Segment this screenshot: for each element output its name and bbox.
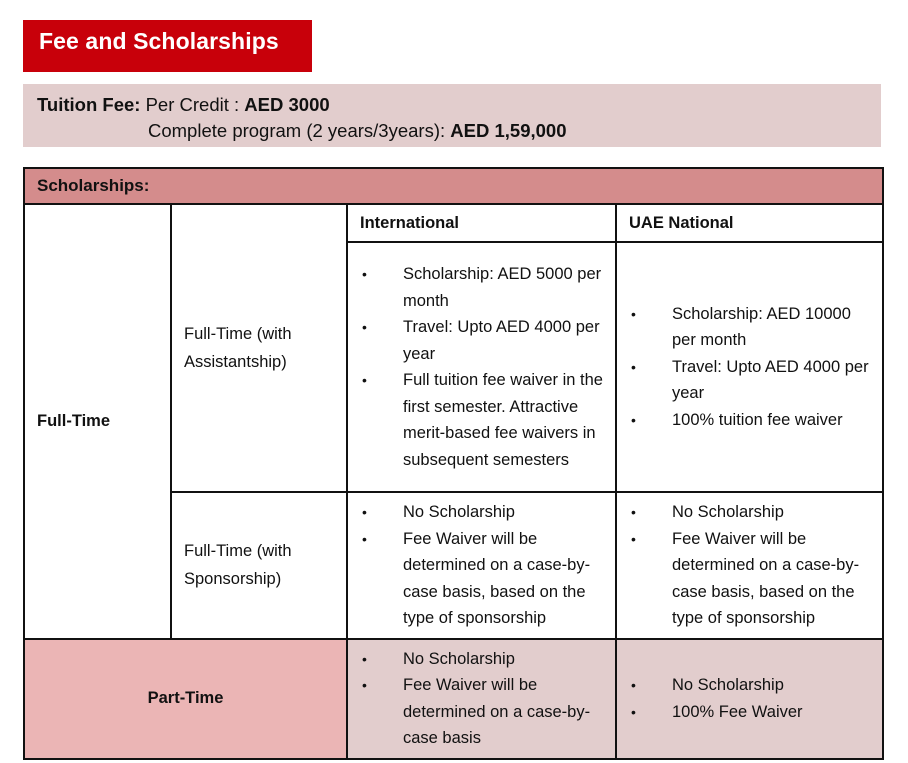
list-item: • 100% Fee Waiver [617, 699, 874, 726]
col-header-uae-national: UAE National [616, 204, 883, 242]
assistantship-label: Full-Time (with Assistantship) [171, 204, 347, 492]
per-credit-value: AED 3000 [244, 94, 330, 115]
sponsorship-uae-list [617, 493, 882, 638]
complete-program-label: Complete program (2 years/3years): [148, 120, 451, 141]
list-item: • Fee Waiver will be determined on a case-by-case basis, based on the type of sponsorship [348, 526, 607, 632]
list-item: • No Scholarship [348, 646, 607, 673]
list-item: • Travel: Upto AED 4000 per year [348, 314, 607, 367]
tuition-line-1 [37, 92, 881, 118]
part-time-row [24, 639, 883, 759]
part-time-uae-cell [616, 639, 883, 759]
list-item: • No Scholarship [348, 499, 607, 526]
sponsorship-international-cell [347, 492, 616, 639]
list-item: • No Scholarship [617, 499, 874, 526]
per-credit-label: Per Credit : [145, 94, 245, 115]
list-item: • No Scholarship [617, 672, 874, 699]
column-header-row [24, 204, 883, 242]
sponsorship-uae-cell [616, 492, 883, 639]
list-item: • Fee Waiver will be determined on a case-by-case basis [348, 672, 607, 752]
assistantship-uae-list [617, 295, 882, 440]
list-item: • Scholarship: AED 5000 per month [348, 261, 607, 314]
part-time-label: Part-Time [24, 639, 347, 759]
list-item: • Scholarship: AED 10000 per month [617, 301, 874, 354]
sponsorship-international-list [348, 493, 615, 638]
tuition-label: Tuition Fee: [37, 94, 141, 115]
page-title [23, 20, 312, 72]
assistantship-international-list [348, 255, 615, 479]
scholarships-table [23, 167, 884, 760]
scholarships-title: Scholarships: [24, 168, 883, 204]
list-item: • Travel: Upto AED 4000 per year [617, 354, 874, 407]
page-title-text: Fee and Scholarships [39, 28, 279, 54]
part-time-uae-list [617, 666, 882, 731]
tuition-line-2 [37, 118, 881, 144]
tuition-fee-box [23, 84, 881, 147]
list-item: • Full tuition fee waiver in the first semester. Attractive merit-based fee waivers in subsequent semesters [348, 367, 607, 473]
assistantship-international-cell [347, 242, 616, 492]
full-time-label: Full-Time [24, 204, 171, 639]
assistantship-uae-cell [616, 242, 883, 492]
part-time-international-list [348, 640, 615, 758]
list-item: • 100% tuition fee waiver [617, 407, 874, 434]
part-time-international-cell [347, 639, 616, 759]
complete-program-value: AED 1,59,000 [450, 120, 567, 141]
scholarships-title-row [24, 168, 883, 204]
sponsorship-label: Full-Time (with Sponsorship) [171, 492, 347, 639]
list-item: • Fee Waiver will be determined on a case-by-case basis, based on the type of sponsorship [617, 526, 874, 632]
col-header-international: International [347, 204, 616, 242]
